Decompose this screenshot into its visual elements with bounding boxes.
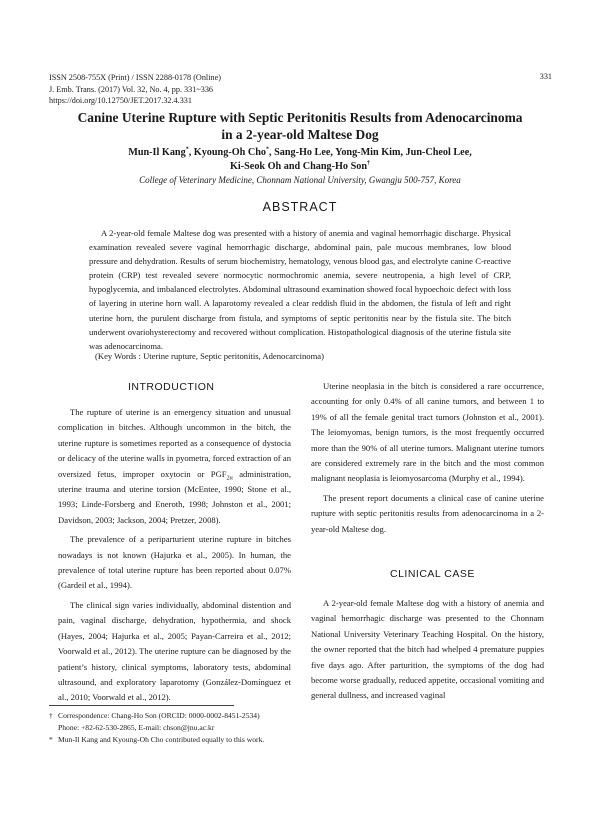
author-list [40,146,560,173]
paragraph: Uterine neoplasia in the bitch is considered a rare occurrence, accounting for only 0.4% of all canine tumors, and between 1 to 19% of all the female genital tract tumors (Johnston et al., 2001). The leiomyomas, benign tumors, is the most frequently occurred more than the 90% of all uterine tumors. Malignant uterine tumors are considered extremely rare in the bitch and the most common malignant neoplasia is leiomyosarcoma (Murphy et al., 1994). [311,381,544,484]
author-name: Mun-Il Kang [128,147,186,158]
paragraph: The prevalence of a periparturient uterine rupture in bitches nowadays is not known (Hajurka et al., 2005). In human, the prevalence of total uterine rupture has been reported about 0.07% (Gardeil et al., 1994). [58,534,291,591]
subscript: 2α [226,475,233,482]
footnotes [49,710,264,746]
paragraph: The present report documents a clinical case of canine uterine rupture with septic peritonitis results from adenocarcinoma in a 2-year-old Maltese dog. [311,492,544,534]
title-line-2: in a 2-year-old Maltese Dog [221,127,379,142]
issn: ISSN 2508-755X (Print) / ISSN 2288-0178 (Online) [49,73,221,82]
doi: https://doi.org/10.12750/JET.2017.32.4.331 [49,96,192,106]
dagger-symbol: † [49,711,53,720]
footnote-equal-contribution: * Mun-Il Kang and Kyoung-Oh Cho contributed equally to this work. [49,735,265,744]
paper-title [40,109,560,143]
equal-contribution-mark: * [185,146,189,153]
footnote-divider [49,705,234,706]
paragraph: The rupture of uterine is an emergency situation and unusual complication in bitches. Although uncommon in the bitch, the uterine rupture is sometimes reported as a consequence of dystocia or delicacy of the uterine walls in pyometra, forced extraction of an oversized fetus, improper oxytocin or $PGF_{2\alpha}$ administration, uterine trauma and uterine torsion (McEntee, 1990; Stone et al., 1993; Linde-Forsberg and Eneroth, 1998; Johnston et al., 2001; Davidson, 2003; Jackson, 2004; Pretzer, 2008). [58,407,291,525]
paragraph: A 2-year-old female Maltese dog with a history of anemia and vaginal hemorrhagic discharge was presented to the Chonnam National University Veterinary Teaching Hospital. On the history, the owner reported that the bitch had whelped 4 premature puppies five days ago. After parturition, the symptoms of the dog had become worse gradually, reduced appetite, occasional vomiting and general dullness, and increased vaginal [311,598,544,701]
page-number: 331 [539,72,552,81]
introduction-heading: INTRODUCTION [128,381,215,393]
equal-contribution-mark: * [265,146,269,153]
clinical-case-heading: CLINICAL CASE [390,568,475,580]
journal-citation: J. Emb. Trans. (2017) Vol. 32, No. 4, pp. 331~336 [49,84,214,94]
authors-line-2 [40,160,560,174]
left-column [58,405,291,710]
right-column-bottom [311,596,544,708]
correspondence-mark: † [367,160,370,167]
abstract-text: A 2-year-old female Maltese dog was presented with a history of anemia and vaginal hemorrhagic discharge. Physical examination revealed severe vaginal hemorrhagic discharge, abdominal pain, pale mucous membranes, low blood pressure and dehydration. Results of serum biochemistry, hematology, venous blood gas, and electrolyte canine C-reactive protein (CRP) test revealed severe normocytic normochromic anemia, severe neutropenia, a high level of CRP, hypoglycemia, and imbalanced electrolytes. Abdominal ultrasound examination showed focal hypoechoic defect with loss of layering in uterine horn wall. A laparotomy revealed a clear reddish fluid in the abdomen, the fistula of left and right uterine horn, the purulent discharge from fistula, and symptoms of septic peritonitis near by the fistula site. The bitch underwent ovariohysterectomy and recovered without complication. Histopathological diagnosis of the uterine fistula site was adenocarcinoma. [89,228,511,351]
footnote-contact: Phone: +82-62-530-2865, E-mail: chson@jnu.ac.kr [58,723,215,732]
right-column-top [311,379,544,541]
affiliation: College of Veterinary Medicine, Chonnam National University, Gwangju 500-757, Korea [139,175,461,185]
paragraph: The clinical sign varies individually, abdominal distention and pain, vaginal discharge, dehydration, hypothermia, and shock (Hayes, 2004; Hajurka et al., 2005; Payan-Carreira et al., 2012; Voorwald et al., 2012). The uterine rupture can be diagnosed by the patient’s history, clinical symptoms, laboratory tests, abdominal ultrasound, and exploratory laparotomy (González-Domínguez et al., 2010; Voorwald et al., 2012). [58,599,291,703]
authors-line-1 [40,146,560,160]
author-name: , Kyoung-Oh Cho [188,147,266,158]
footnote-correspondence: † Correspondence: Chang-Ho Son (ORCID: 0000-0002-8451-2534) [49,711,260,720]
keywords: (Key Words : Uterine rupture, Septic peritonitis, Adenocarcinoma) [95,351,324,361]
title-line-1: Canine Uterine Rupture with Septic Peritonitis Results from Adenocarcinoma [77,110,523,125]
asterisk-symbol: * [49,735,53,744]
journal-header [49,72,221,107]
author-names: , Sang-Ho Lee, Yong-Min Kim, Jun-Cheol Lee, [268,147,472,158]
author-names: Ki-Seok Oh and Chang-Ho Son [229,160,367,172]
abstract-heading: ABSTRACT [262,200,338,214]
